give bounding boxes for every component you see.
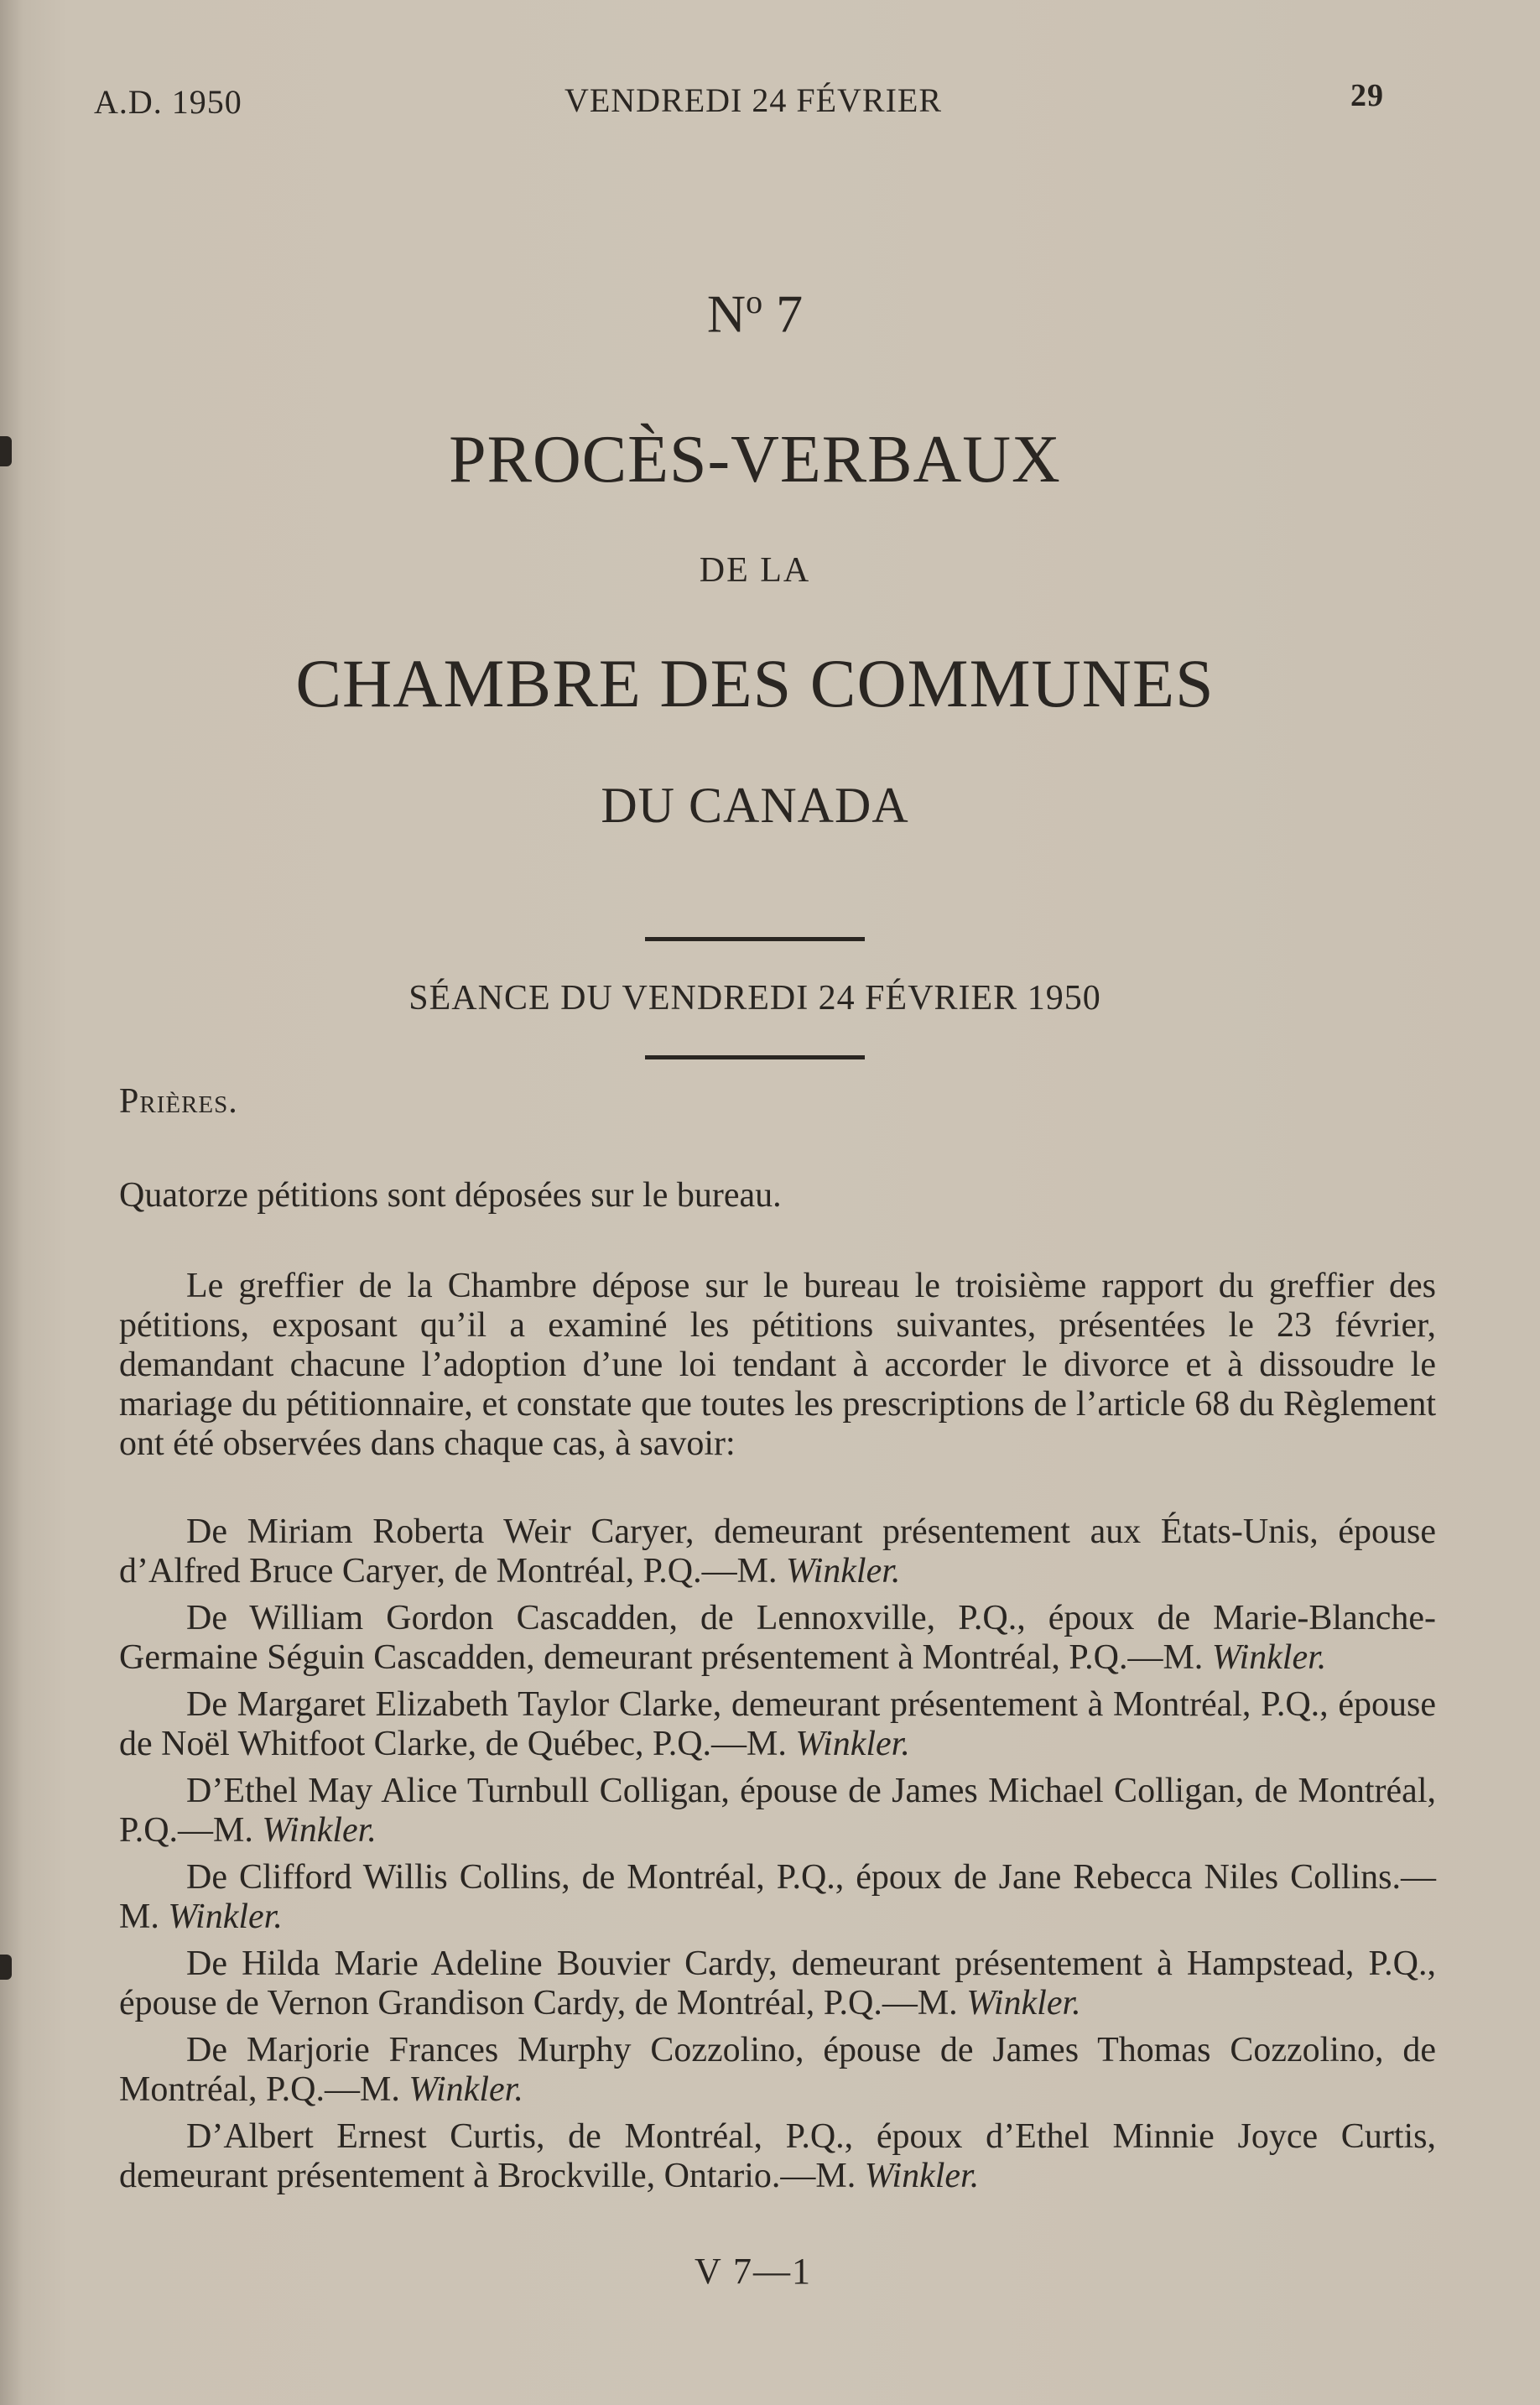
- petition-entry: [119, 1512, 1436, 1591]
- divider-rule: [645, 1055, 865, 1059]
- petition-entry: [119, 1599, 1436, 1678]
- sponsor-name: Winkler.: [864, 2157, 980, 2195]
- petition-entry: [119, 1944, 1436, 2023]
- intro-text: Le greffier de la Chambre dépose sur le bureau le troisième rapport du greffier des pétitions, exposant qu’il a examiné les pétitions suivantes, présentées le 23 février, demandant chacune l’adoption d’une loi tendant à accorder le divorce et à dissoudre le mariage du pétitionnaire, et constate que toutes les prescriptions de l’article 68 du Règlement ont été observées dans chaque cas, à savoir:: [119, 1267, 1436, 1463]
- sponsor-name: Winkler.: [262, 1811, 377, 1850]
- petition-entry: [119, 1772, 1436, 1851]
- issue-number: [0, 283, 1510, 344]
- issue-number-value: 7: [776, 284, 804, 344]
- petitions-paragraph: Quatorze pétitions sont déposées sur le bureau.: [119, 1176, 782, 1215]
- session-date: SÉANCE DU VENDREDI 24 FÉVRIER 1950: [408, 979, 1101, 1018]
- title-proces-verbaux: PROCÈS-VERBAUX: [449, 423, 1061, 497]
- petition-entry-text: De William Gordon Cascadden, de Lennoxville, P.Q., époux de Marie-Blanche-Germaine Séguin Cascadden, demeurant présentement à Montréal, P.Q.—M.: [119, 1599, 1436, 1677]
- petition-entry-text: De Hilda Marie Adeline Bouvier Cardy, demeurant présentement à Hampstead, P.Q., épouse de Vernon Grandison Cardy, de Montréal, P.Q.—M.: [119, 1944, 1436, 2022]
- running-head-year: A.D. 1950: [94, 83, 242, 121]
- petition-entry-text: De Clifford Willis Collins, de Montréal, P.Q., époux de Jane Rebecca Niles Collins.—M.: [119, 1858, 1436, 1936]
- petition-entry: [119, 2031, 1436, 2110]
- binding-mark: [0, 1955, 12, 1980]
- intro-paragraph: [119, 1267, 1436, 1464]
- petition-entry: [119, 2117, 1436, 2196]
- title-canada: DU CANADA: [601, 778, 909, 834]
- petition-entry-text: De Marjorie Frances Murphy Cozzolino, épouse de James Thomas Cozzolino, de Montréal, P.Q.—M.: [119, 2031, 1436, 2109]
- sponsor-name: Winkler.: [966, 1984, 1081, 2022]
- running-head-date: VENDREDI 24 FÉVRIER: [564, 81, 943, 119]
- petition-entry-text: D’Albert Ernest Curtis, de Montréal, P.Q., époux d’Ethel Minnie Joyce Curtis, demeurant présentement à Brockville, Ontario.—M.: [119, 2117, 1436, 2195]
- signature-folio: V 7—1: [695, 2251, 812, 2292]
- sponsor-name: Winkler.: [168, 1897, 283, 1936]
- petition-entry-text: De Margaret Elizabeth Taylor Clarke, demeurant présentement à Montréal, P.Q., épouse de Noël Whitfoot Clarke, de Québec, P.Q.—M.: [119, 1685, 1436, 1763]
- petition-entry: [119, 1685, 1436, 1764]
- petition-entry: [119, 1858, 1436, 1937]
- sponsor-name: Winkler.: [785, 1552, 901, 1590]
- sponsor-name: Winkler.: [1211, 1638, 1327, 1677]
- title-de-la: DE LA: [699, 551, 811, 591]
- sponsor-name: Winkler.: [408, 2070, 523, 2109]
- page-number: 29: [1350, 78, 1384, 113]
- petition-entry-text: D’Ethel May Alice Turnbull Colligan, épouse de James Michael Colligan, de Montréal, P.Q.—M.: [119, 1772, 1436, 1850]
- divider-rule: [645, 937, 865, 941]
- issue-number-prefix: N: [706, 284, 747, 344]
- title-block: [0, 285, 1540, 1059]
- issue-number-sup: o: [746, 283, 763, 320]
- petition-entry-text: De Miriam Roberta Weir Caryer, demeurant présentement aux États-Unis, épouse d’Alfred Bruce Caryer, de Montréal, P.Q.—M.: [119, 1512, 1436, 1590]
- petition-list: [119, 1512, 1436, 2204]
- prayers-heading: Prières.: [119, 1082, 238, 1121]
- sponsor-name: Winkler.: [795, 1725, 910, 1763]
- title-chambre: CHAMBRE DES COMMUNES: [295, 645, 1215, 722]
